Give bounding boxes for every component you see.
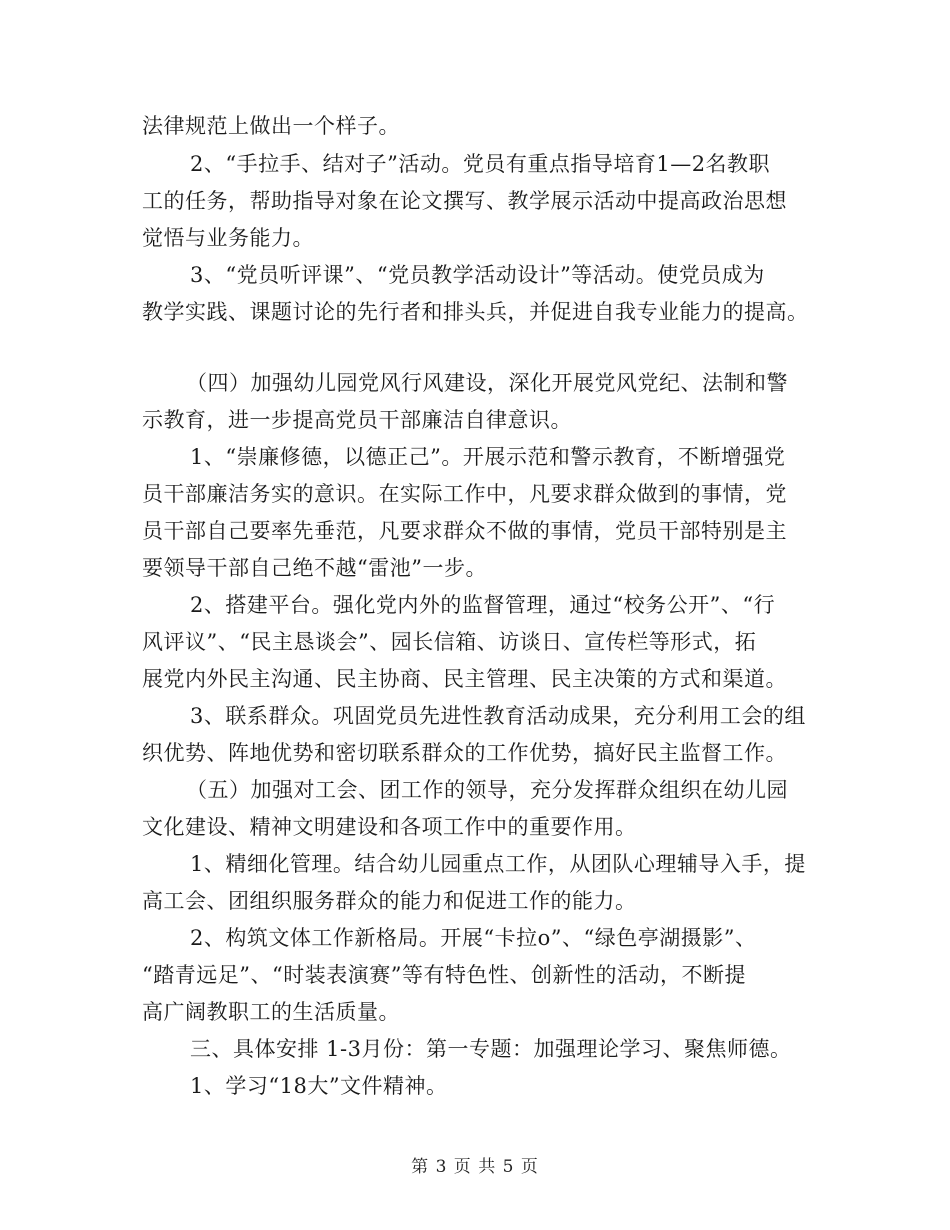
- text-line: 1、精细化管理。结合幼儿园重点工作，从团队心理辅导入手，提: [190, 852, 806, 876]
- page-footer: 第 3 页 共 5 页: [411, 1157, 539, 1177]
- text-line: 三、具体安排 1-3月份：第一专题：加强理论学习、聚焦师德。: [190, 1037, 792, 1061]
- text-line: 3、“党员听评课”、“党员教学活动设计”等活动。使党员成为: [190, 263, 765, 287]
- text-line: 展党内外民主沟通、民主协商、民主管理、民主决策的方式和渠道。: [142, 667, 787, 691]
- text-line: 员干部廉洁务实的意识。在实际工作中，凡要求群众做到的事情，党: [142, 482, 787, 506]
- text-line: 织优势、阵地优势和密切联系群众的工作优势，搞好民主监督工作。: [142, 741, 787, 765]
- text-line: 高广阔教职工的生活质量。: [142, 1000, 400, 1024]
- text-line: 员干部自己要率先垂范，凡要求群众不做的事情，党员干部特别是主: [142, 519, 787, 543]
- text-line: 1、学习“18大”文件精神。: [190, 1074, 448, 1098]
- text-line: 2、搭建平台。强化党内外的监督管理，通过“校务公开”、“行: [190, 593, 776, 617]
- section-heading: （四）加强幼儿园党风行风建设，深化开展党风党纪、法制和警: [186, 371, 788, 395]
- text-line: 教学实践、课题讨论的先行者和排头兵，并促进自我专业能力的提高。: [142, 300, 809, 324]
- text-line: 文化建设、精神文明建设和各项工作中的重要作用。: [142, 815, 637, 839]
- text-line: 3、联系群众。巩固党员先进性教育活动成果，充分利用工会的组: [190, 704, 806, 728]
- section-heading: （五）加强对工会、团工作的领导，充分发挥群众组织在幼儿园: [186, 778, 788, 802]
- text-line: 高工会、团组织服务群众的能力和促进工作的能力。: [142, 889, 637, 913]
- text-line: 示教育，进一步提高党员干部廉洁自律意识。: [142, 408, 572, 432]
- text-line: 1、“崇廉修德，以德正己”。开展示范和警示教育，不断增强党: [190, 445, 786, 469]
- text-line: 觉悟与业务能力。: [142, 226, 314, 250]
- text-line: 风评议”、“民主恳谈会”、园长信箱、访谈日、宣传栏等形式，拓: [142, 630, 757, 654]
- text-line: “踏青远足”、“时装表演赛”等有特色性、创新性的活动，不断提: [142, 963, 746, 987]
- text-line: 2、构筑文体工作新格局。开展“卡拉o”、“绿色亭湖摄影”、: [190, 926, 757, 950]
- text-line: 工的任务，帮助指导对象在论文撰写、教学展示活动中提高政治思想: [142, 189, 787, 213]
- text-line: 2、“手拉手、结对子”活动。党员有重点指导培育1—2名教职: [190, 152, 771, 176]
- text-line: 要领导干部自己绝不越“雷池”一步。: [142, 556, 487, 580]
- text-line: 法律规范上做出一个样子。: [142, 114, 400, 138]
